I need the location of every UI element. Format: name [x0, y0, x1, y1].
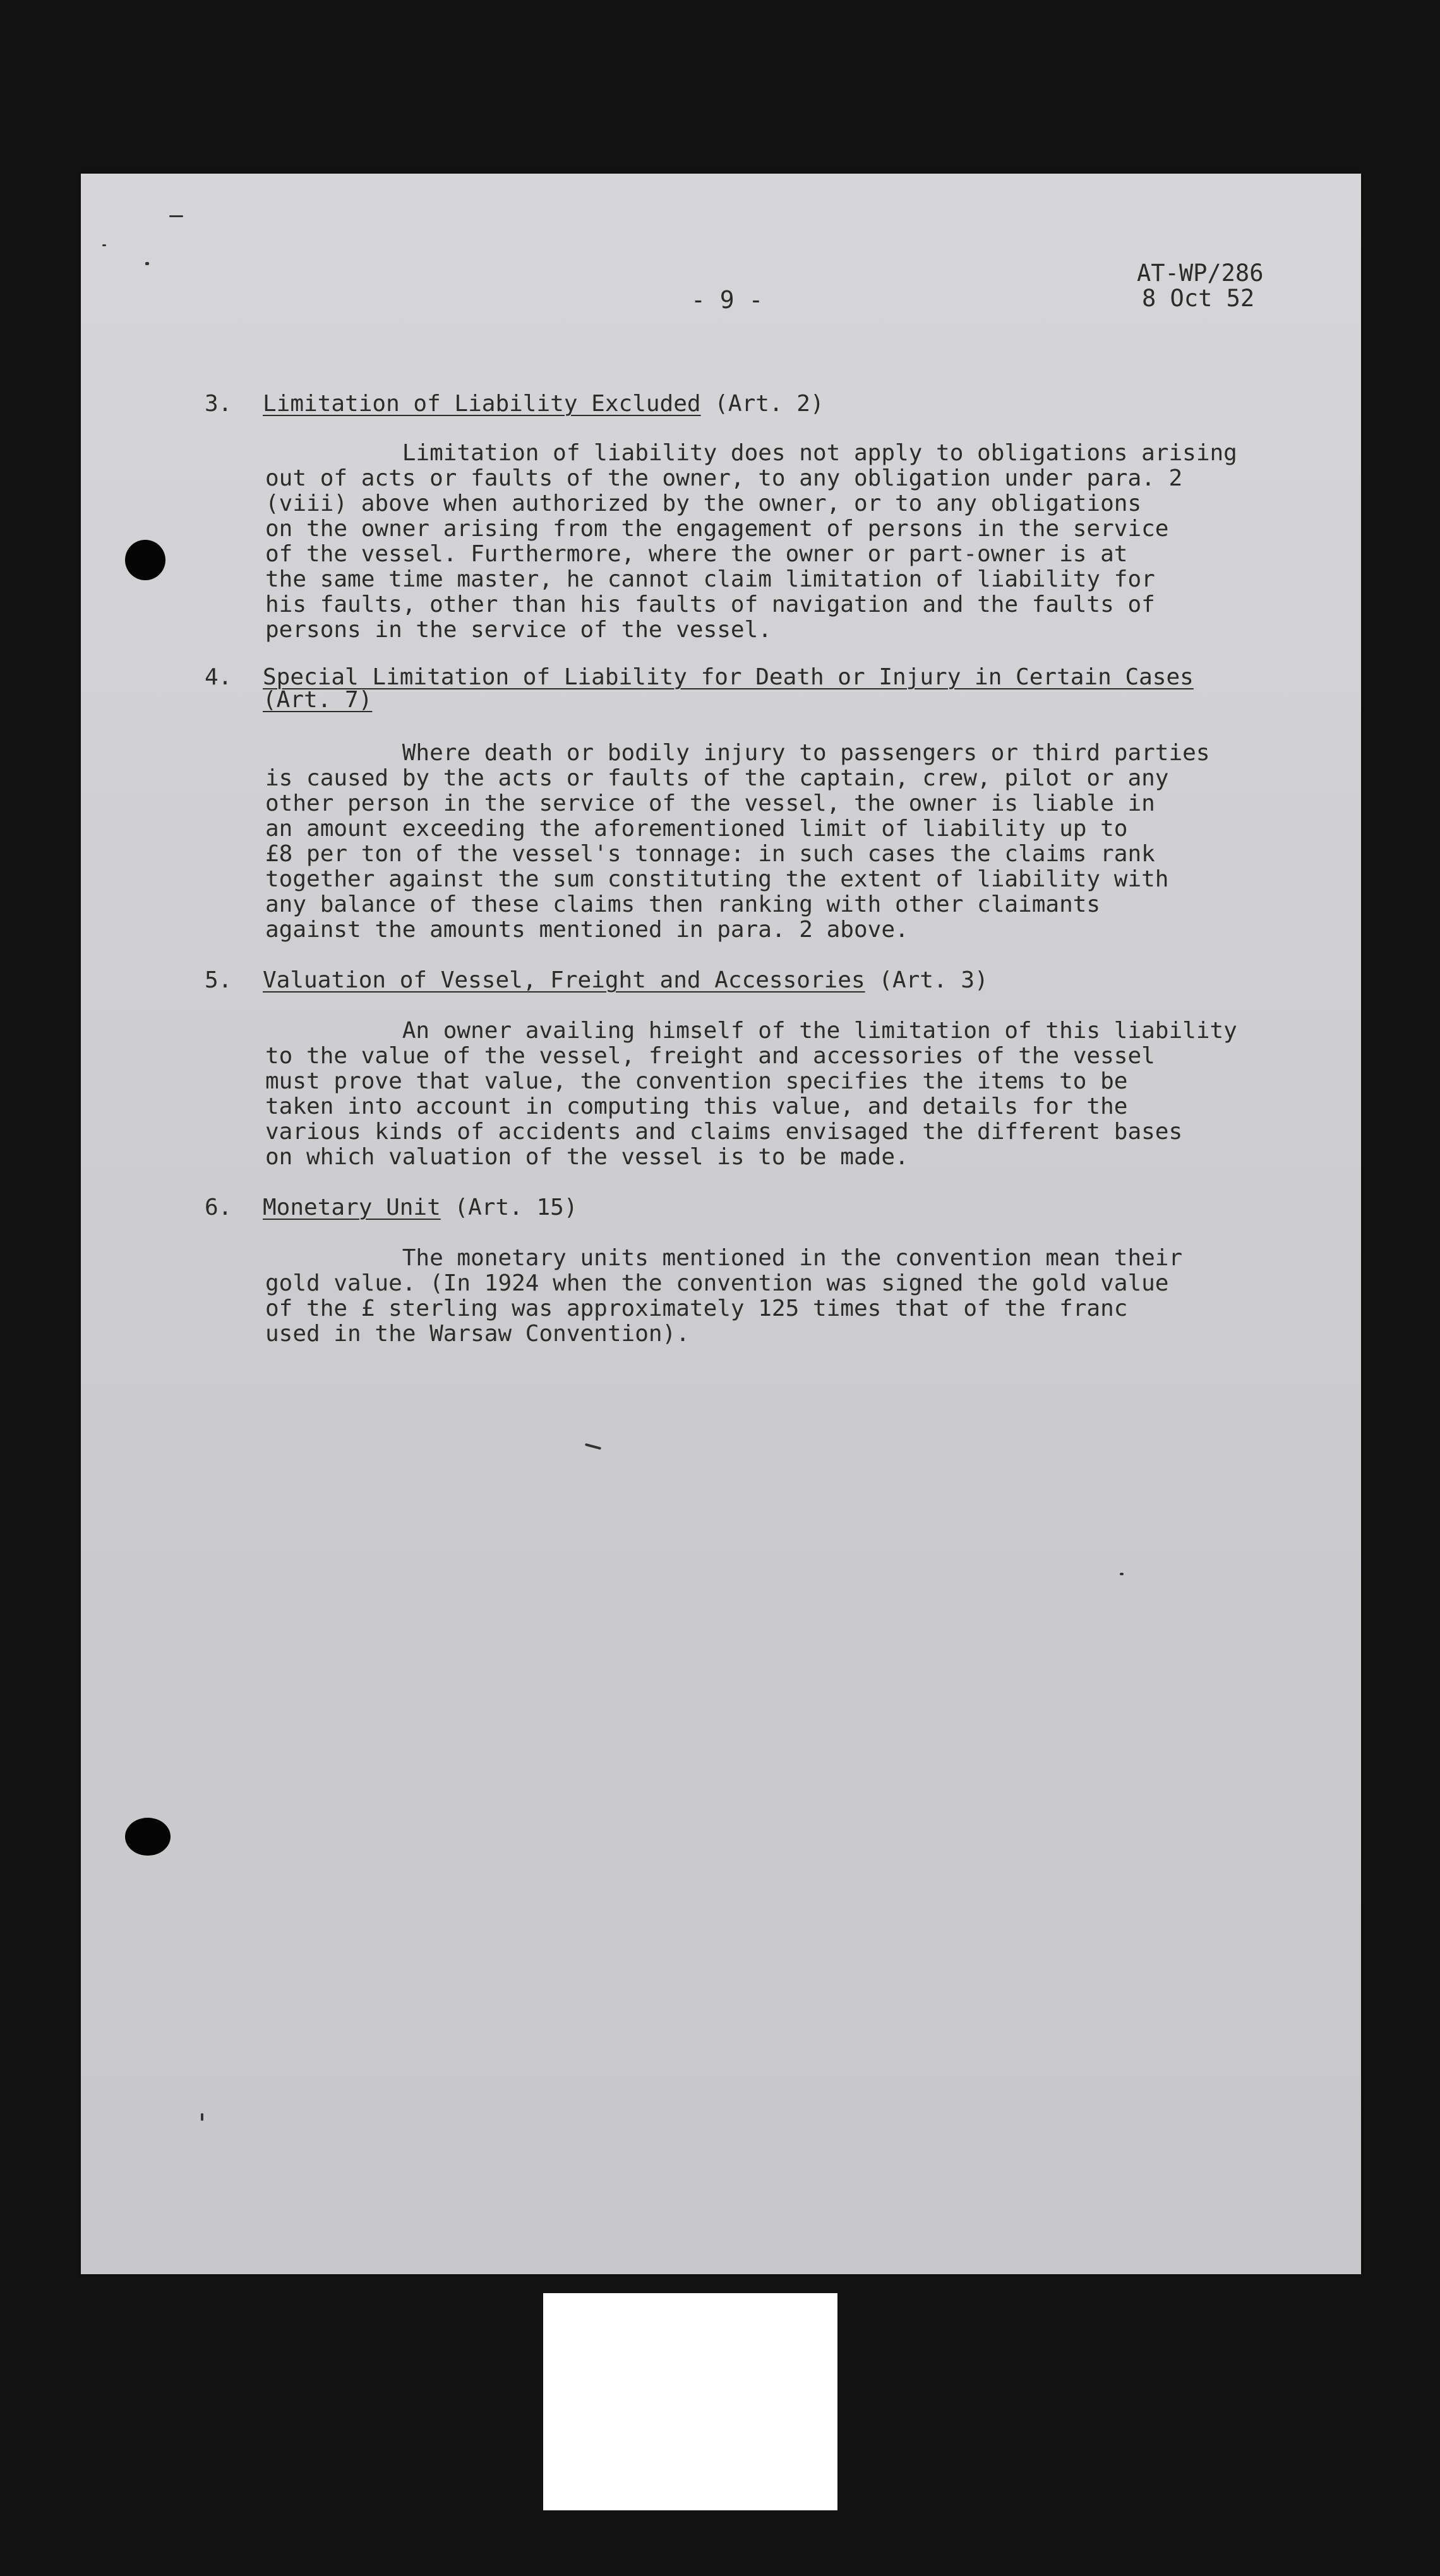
body-line: various kinds of accidents and claims envisaged the different bases — [265, 1119, 1183, 1145]
body-line: Where death or bodily injury to passengers or third parties — [265, 740, 1210, 766]
section-title-suffix: (Art. 15) — [440, 1195, 578, 1220]
body-line: used in the Warsaw Convention). — [265, 1321, 690, 1347]
film-frame-label-card — [543, 2293, 837, 2510]
body-line: £8 per ton of the vessel's tonnage: in such cases the claims rank — [265, 841, 1155, 867]
punch-hole-top — [125, 540, 165, 580]
speck — [169, 215, 183, 217]
section-title: Special Limitation of Liability for Death or Injury in Certain Cases — [263, 664, 1194, 690]
body-line: to the value of the vessel, freight and accessories of the vessel — [265, 1043, 1155, 1069]
section-6-body — [265, 1246, 1182, 1347]
section-4-heading — [205, 665, 1194, 690]
speck — [1120, 1573, 1124, 1575]
section-title-suffix: (Art. 3) — [865, 967, 988, 993]
body-line: gold value. (In 1924 when the convention was signed the gold value — [265, 1270, 1169, 1296]
section-3-body — [265, 441, 1237, 643]
section-4-heading-line2 — [263, 688, 372, 713]
body-line: persons in the service of the vessel. — [265, 617, 772, 643]
section-title: Limitation of Liability Excluded — [263, 391, 701, 417]
speck — [585, 1443, 601, 1450]
section-number: 4. — [205, 664, 232, 690]
speck — [102, 244, 106, 246]
body-line: must prove that value, the convention specifies the items to be — [265, 1068, 1128, 1094]
body-line: Limitation of liability does not apply to obligations arising — [265, 440, 1237, 466]
section-4-body — [265, 741, 1210, 943]
body-line: on which valuation of the vessel is to be made. — [265, 1144, 909, 1170]
body-line: on the owner arising from the engagement of persons in the service — [265, 516, 1169, 542]
body-line: of the vessel. Furthermore, where the owner or part-owner is at — [265, 541, 1128, 567]
body-line: is caused by the acts or faults of the captain, crew, pilot or any — [265, 765, 1169, 791]
section-title-suffix: (Art. 7) — [263, 687, 373, 713]
body-line: an amount exceeding the aforementioned limit of liability up to — [265, 816, 1128, 842]
section-5-heading — [205, 968, 988, 993]
body-line: other person in the service of the vessel, the owner is liable in — [265, 790, 1155, 816]
section-6-heading — [205, 1195, 578, 1220]
speck — [201, 2113, 203, 2121]
page-number: - 9 - — [691, 286, 764, 314]
body-line: out of acts or faults of the owner, to any obligation under para. 2 — [265, 465, 1183, 491]
body-line: (viii) above when authorized by the owner, or to any obligations — [265, 491, 1142, 516]
section-title-suffix: (Art. 2) — [700, 391, 824, 417]
reference-code: AT-WP/286 — [1137, 259, 1264, 287]
speck — [145, 262, 149, 265]
section-number: 6. — [205, 1195, 232, 1220]
body-line: of the £ sterling was approximately 125 times that of the franc — [265, 1296, 1128, 1321]
reference-date: 8 Oct 52 — [1142, 285, 1255, 312]
punch-hole-bottom — [125, 1818, 171, 1856]
section-3-heading — [205, 391, 824, 417]
body-line: the same time master, he cannot claim limitation of liability for — [265, 566, 1155, 592]
body-line: An owner availing himself of the limitation of this liability — [265, 1018, 1237, 1044]
body-line: together against the sum constituting the extent of liability with — [265, 866, 1169, 892]
body-line: his faults, other than his faults of navigation and the faults of — [265, 592, 1155, 617]
section-number: 5. — [205, 967, 232, 993]
section-5-body — [265, 1018, 1237, 1170]
body-line: against the amounts mentioned in para. 2 above. — [265, 917, 909, 943]
document-page — [81, 174, 1361, 2274]
section-title: Monetary Unit — [263, 1195, 441, 1220]
document-reference — [1137, 261, 1263, 311]
body-line: taken into account in computing this value, and details for the — [265, 1094, 1128, 1119]
section-number: 3. — [205, 391, 232, 417]
section-title: Valuation of Vessel, Freight and Accessories — [263, 967, 865, 993]
body-line: any balance of these claims then ranking with other claimants — [265, 891, 1101, 917]
body-line: The monetary units mentioned in the convention mean their — [265, 1245, 1183, 1271]
